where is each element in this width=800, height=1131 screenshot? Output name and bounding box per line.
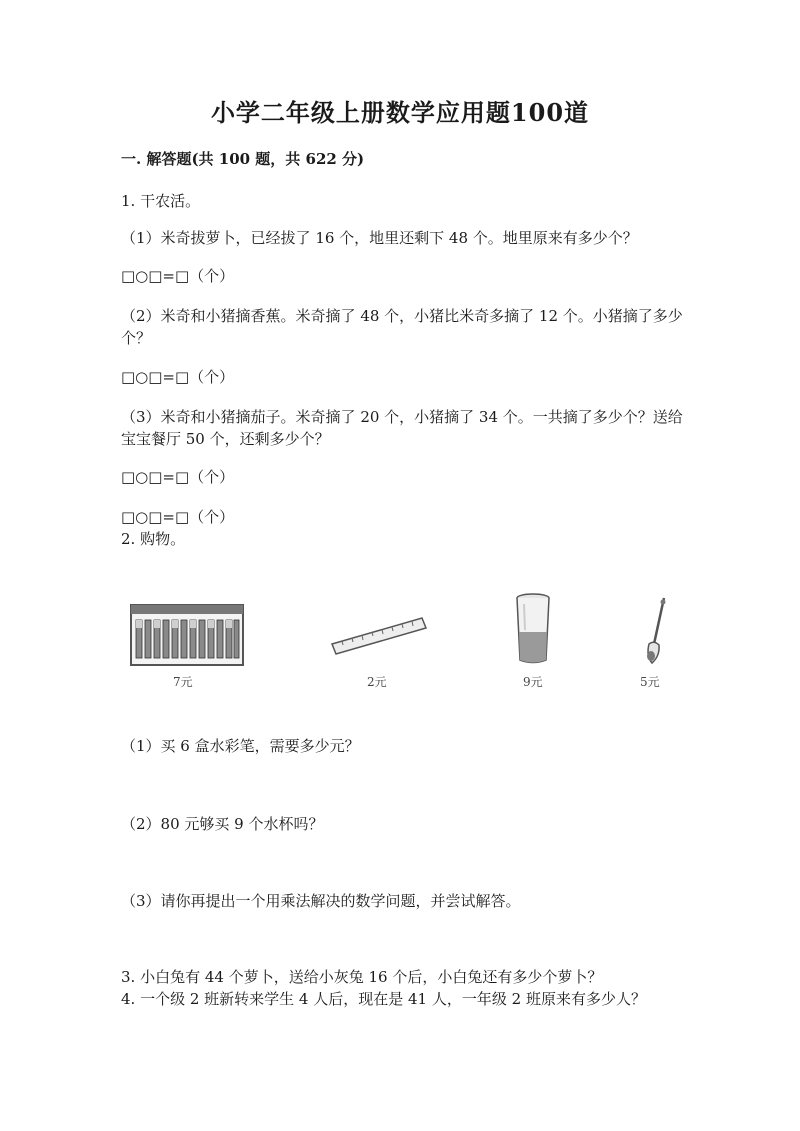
shop-item-brush: [640, 596, 670, 666]
question-2-part-2: （2）80 元够买 9 个水杯吗？: [121, 815, 324, 833]
question-1-part-1: （1）米奇拔萝卜，已经拔了 16 个，地里还剩下 48 个。地里原来有多少个？: [121, 229, 638, 247]
price-brush: 5元: [640, 675, 660, 689]
question-2-part-1: （1）买 6 盒水彩笔，需要多少元？: [121, 737, 360, 755]
question-1-part-3-formula-1: □○□=□（个）: [121, 468, 235, 486]
price-water-cup: 9元: [523, 675, 543, 689]
question-1-part-2: （2）米奇和小猪摘香蕉。米奇摘了 48 个，小猪比米奇多摘了 12 个。小猪摘了多少个？: [121, 307, 683, 347]
page-title: 小学二年级上册数学应用题100道: [210, 98, 590, 127]
question-4: 4. 一个级 2 班新转来学生 4 人后，现在是 41 人，一年级 2 班原来有多少人？: [121, 990, 646, 1008]
question-2-heading: 2. 购物。: [121, 530, 186, 548]
price-watercolor-pens: 7元: [173, 675, 193, 689]
question-1-heading: 1. 干农活。: [121, 192, 201, 210]
watercolor-pens-icon: [130, 604, 244, 666]
shop-item-ruler: [330, 614, 428, 658]
water-cup-icon: [515, 592, 551, 666]
brush-icon: [640, 596, 670, 666]
section-heading: 一. 解答题(共 100 题，共 622 分): [121, 150, 365, 168]
question-1-part-3-formula-2: □○□=□（个）: [121, 508, 235, 526]
question-3: 3. 小白兔有 44 个萝卜，送给小灰兔 16 个后，小白兔还有多少个萝卜？: [121, 968, 603, 986]
price-ruler: 2元: [367, 675, 387, 689]
question-1-part-3: （3）米奇和小猪摘茄子。米奇摘了 20 个，小猪摘了 34 个。一共摘了多少个？送给宝宝餐厅 50 个，还剩多少个？: [121, 408, 683, 448]
question-1-part-1-formula: □○□=□（个）: [121, 267, 235, 285]
shop-item-water-cup: [515, 592, 551, 666]
shop-item-watercolor-pens: [130, 604, 244, 666]
question-1-part-2-formula: □○□=□（个）: [121, 368, 235, 386]
ruler-icon: [330, 614, 428, 658]
question-2-part-3: （3）请你再提出一个用乘法解决的数学问题，并尝试解答。: [121, 892, 521, 910]
